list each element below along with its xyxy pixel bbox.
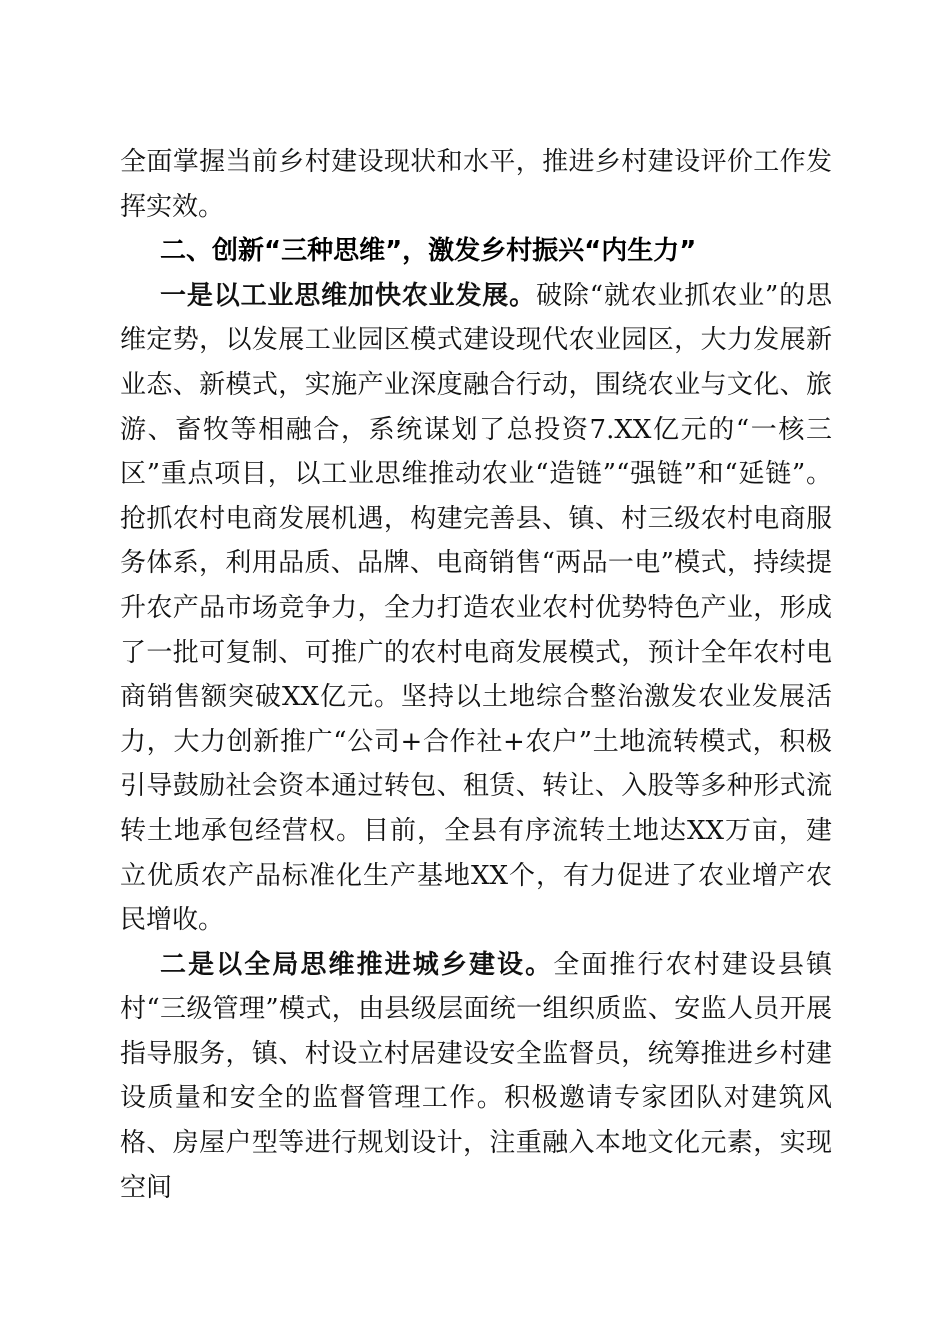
paragraph-industrial-thinking — [120, 274, 832, 943]
paragraph-continuation — [120, 140, 832, 229]
paragraph-overall-thinking — [120, 943, 832, 1211]
paragraph-lead: 二是以全局思维推进城乡建设。 — [160, 949, 554, 980]
paragraph-text: 全面掌握当前乡村建设现状和水平，推进乡村建设评价工作发挥实效。 — [120, 147, 832, 222]
section-heading: 二、创新“三种思维”，激发乡村振兴“内生力” — [160, 236, 697, 267]
paragraph-lead: 一是以工业思维加快农业发展。 — [160, 280, 536, 311]
document-body — [120, 140, 832, 1210]
paragraph-text: 全面推行农村建设县镇村“三级管理”模式，由县级层面统一组织质监、安监人员开展指导服务，镇、村设立村居建设安全监督员，统筹推进乡村建设质量和安全的监督管理工作。积极邀请专家团队对建筑风格、房屋户型等进行规划设计，注重融入本地文化元素，实现空间 — [120, 949, 832, 1203]
paragraph-text: 破除“就农业抓农业”的思维定势，以发展工业园区模式建设现代农业园区，大力发展新业态、新模式，实施产业深度融合行动，围绕农业与文化、旅游、畜牧等相融合，系统谋划了总投资7.XX亿元的“一核三区”重点项目，以工业思维推动农业“造链”“强链”和“延链”。抢抓农村电商发展机遇，构建完善县、镇、村三级农村电商服务体系，利用品质、品牌、电商销售“两品一电”模式，持续提升农产品市场竞争力，全力打造农业农村优势特色产业，形成了一批可复制、可推广的农村电商发展模式，预计全年农村电商销售额突破XX亿元。坚持以土地综合整治激发农业发展活力，大力创新推广“公司+合作社+农户”土地流转模式，积极引导鼓励社会资本通过转包、租赁、转让、入股等多种形式流转土地承包经营权。目前，全县有序流转土地达XX万亩，建立优质农产品标准化生产基地XX个，有力促进了农业增产农民增收。 — [120, 280, 832, 936]
